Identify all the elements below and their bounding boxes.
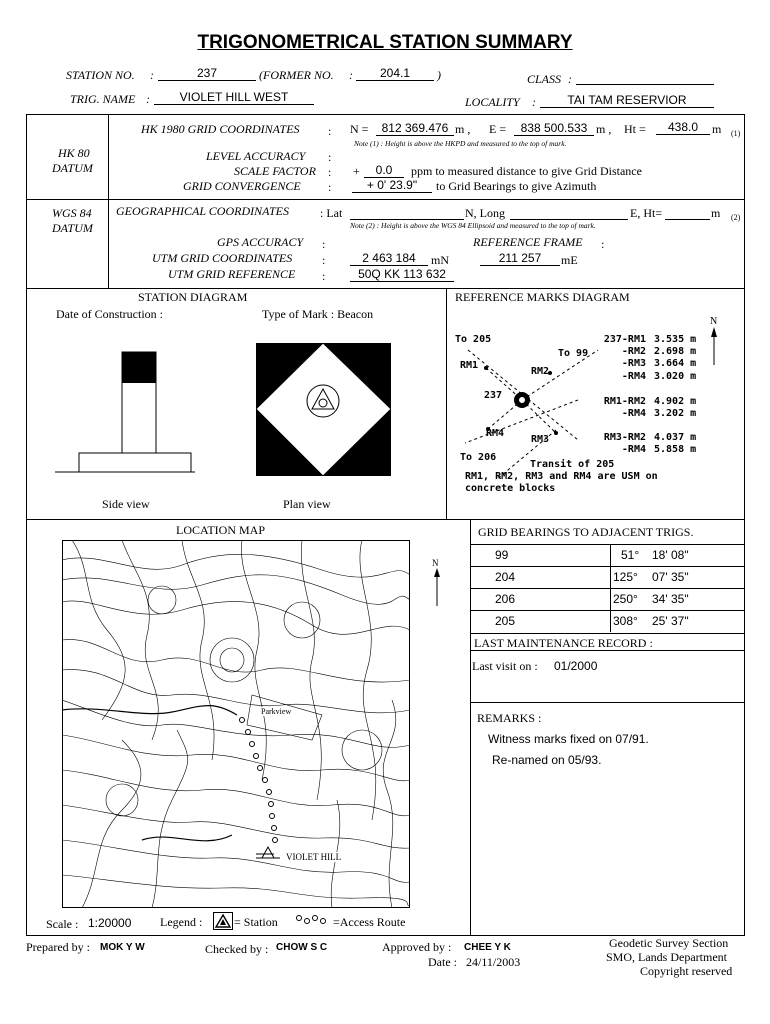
e-ht-label: E, Ht= xyxy=(630,206,663,220)
remarks-title: REMARKS : xyxy=(477,711,542,725)
scale-value: 0.0 xyxy=(364,163,404,178)
note-ref: (2) xyxy=(731,213,741,222)
north-label: N xyxy=(710,316,718,327)
ref-distance-label: -RM4 xyxy=(621,370,646,382)
table-row xyxy=(471,610,745,634)
bearing-minutes: 18' 08" xyxy=(652,548,689,562)
conv-text: to Grid Bearings to give Azimuth xyxy=(436,179,597,193)
checked-by: CHOW S C xyxy=(276,942,328,953)
class-value xyxy=(576,70,714,85)
ref-rm3: RM3 xyxy=(531,434,550,445)
e-value: 838 500.533 xyxy=(514,121,594,136)
ref-distance-label: RM3-RM2 xyxy=(603,432,646,443)
wgs84-datum: DATUM xyxy=(52,221,93,235)
map-label-violet-hill: VIOLET HILL xyxy=(286,852,342,862)
checked-label: Checked by : xyxy=(205,942,269,956)
colon: : xyxy=(601,237,605,251)
bearing-trig: 99 xyxy=(495,548,509,562)
utm-ref: 50Q KK 113 632 xyxy=(350,267,454,282)
ref-distance-labels-3 xyxy=(594,432,646,456)
divider xyxy=(470,702,745,703)
ref-distance-value: 3.535 m xyxy=(654,334,697,345)
locality: TAI TAM RESERVIOR xyxy=(540,93,714,108)
map-label-parkview: Parkview xyxy=(261,707,292,716)
colon: : xyxy=(322,237,326,251)
mark-type: Type of Mark : Beacon xyxy=(262,307,374,321)
divider xyxy=(26,288,745,289)
gps-accuracy-label: GPS ACCURACY xyxy=(217,235,304,249)
map-north-arrow xyxy=(430,568,444,608)
bearing-trig: 206 xyxy=(495,592,516,606)
divider xyxy=(470,650,745,651)
bearing-minutes: 07' 35" xyxy=(652,570,689,584)
ref-distance-value: 2.698 m xyxy=(654,346,697,358)
ref-distance-values-2 xyxy=(654,396,696,420)
bearing-degrees: 125° xyxy=(613,570,638,584)
page-title: TRIGONOMETRICAL STATION SUMMARY xyxy=(197,32,573,53)
ref-to205: To 205 xyxy=(455,334,492,345)
lat-label: : Lat xyxy=(320,206,343,220)
divider xyxy=(26,519,745,520)
approved-by: CHEE Y K xyxy=(464,942,511,953)
ref-distance-values xyxy=(654,334,696,383)
legend-station: = Station xyxy=(234,915,278,929)
colon: : xyxy=(568,72,572,86)
hk80-note: Note (1) : Height is above the HKPD and measured to the top of mark. xyxy=(354,139,567,148)
divider xyxy=(446,288,447,519)
org-line: SMO, Lands Department xyxy=(606,950,727,964)
maintenance-title: LAST MAINTENANCE RECORD : xyxy=(474,636,653,650)
side-view-drawing xyxy=(55,335,195,480)
colon: : xyxy=(322,269,326,283)
station-no-label: STATION NO. xyxy=(66,68,135,82)
n-long-label: N, Long xyxy=(465,206,505,220)
plan-view-label: Plan view xyxy=(283,497,331,511)
station-legend-icon xyxy=(213,912,233,930)
unit: m , xyxy=(455,122,471,136)
scale-value: 1:20000 xyxy=(88,916,132,930)
remark-line: Witness marks fixed on 07/91. xyxy=(488,732,649,746)
unit: mN xyxy=(431,253,449,267)
bearing-degrees: 308° xyxy=(613,614,638,628)
ref-marks-title: REFERENCE MARKS DIAGRAM xyxy=(455,290,630,304)
utm-coords-label: UTM GRID COORDINATES xyxy=(152,251,293,265)
org-line: Copyright reserved xyxy=(640,964,733,978)
utm-ref-label: UTM GRID REFERENCE xyxy=(168,267,296,281)
ht-label: Ht = xyxy=(624,122,646,136)
ref-frame-label: REFERENCE FRAME xyxy=(473,235,583,249)
bearing-degrees: 250° xyxy=(613,592,638,606)
station-no: 237 xyxy=(158,66,256,81)
ref-distance-value: 4.037 m xyxy=(654,432,697,443)
last-visit-label: Last visit on : xyxy=(472,659,538,673)
access-route-legend-icon xyxy=(295,913,331,927)
colon: : xyxy=(328,180,332,194)
colon: : xyxy=(150,68,154,82)
unit: m , xyxy=(596,122,612,136)
bearing-trig: 205 xyxy=(495,614,516,628)
ref-rm4: RM4 xyxy=(486,428,505,439)
ref-distance-values-3 xyxy=(654,432,696,456)
table-row xyxy=(471,566,745,588)
table-row xyxy=(471,588,745,610)
n-value: 812 369.476 xyxy=(376,121,454,136)
ref-distance-value: 3.020 m xyxy=(654,370,697,382)
ref-to206: To 206 xyxy=(460,452,497,463)
ref-distance-value: 5.858 m xyxy=(654,444,697,456)
unit: m xyxy=(711,206,721,220)
unit: mE xyxy=(561,253,578,267)
ref-distance-labels-2 xyxy=(594,396,646,420)
legend-route: =Access Route xyxy=(333,915,406,929)
trig-name: VIOLET HILL WEST xyxy=(154,90,314,105)
note-ref: (1) xyxy=(731,129,741,138)
long-value xyxy=(510,205,628,220)
scale-label: Scale : xyxy=(46,917,79,931)
colon: : xyxy=(322,253,326,267)
ref-distance-label: -RM4 xyxy=(621,408,646,420)
org-line: Geodetic Survey Section xyxy=(609,936,729,950)
plan-view-drawing xyxy=(256,343,391,476)
prepared-label: Prepared by : xyxy=(26,940,90,954)
station-diagram-title: STATION DIAGRAM xyxy=(138,290,248,304)
ref-distance-label: -RM4 xyxy=(621,444,646,456)
divider xyxy=(610,544,611,632)
prepared-by: MOK Y W xyxy=(100,942,145,953)
remark-line: Re-named on 05/93. xyxy=(492,753,602,767)
trig-name-label: TRIG. NAME xyxy=(70,92,136,106)
grid-convergence-label: GRID CONVERGENCE xyxy=(183,179,301,193)
date-value: 24/11/2003 xyxy=(466,955,521,969)
ht-value: 438.0 xyxy=(656,120,710,135)
scale-text: ppm to measured distance to give Grid Distance xyxy=(411,164,642,178)
ref-note-1: RM1, RM2, RM3 and RM4 are USM on xyxy=(465,471,658,482)
former-no-close: ) xyxy=(437,68,441,82)
e-label: E = xyxy=(489,122,507,136)
grid-bearings-title: GRID BEARINGS TO ADJACENT TRIGS. xyxy=(478,525,694,539)
ref-rm1: RM1 xyxy=(460,360,479,371)
wgs84-note: Note (2) : Height is above the WGS 84 Ellipsoid and measured to the top of mark. xyxy=(350,221,596,230)
approved-label: Approved by : xyxy=(382,940,452,954)
former-no: 204.1 xyxy=(356,66,434,81)
colon: : xyxy=(349,68,353,82)
utm-n: 2 463 184 xyxy=(350,251,428,266)
ref-rm2: RM2 xyxy=(531,366,550,377)
map-north-label: N xyxy=(432,558,439,568)
ref-distance-label: -RM2 xyxy=(621,346,646,358)
level-accuracy-label: LEVEL ACCURACY xyxy=(206,149,306,163)
ref-distance-labels xyxy=(594,334,646,383)
lat-value xyxy=(350,205,464,220)
hk80-datum: DATUM xyxy=(52,161,93,175)
ht-value-wgs xyxy=(665,205,710,220)
n-label: N = xyxy=(350,122,369,136)
utm-e: 211 257 xyxy=(480,251,560,266)
ref-distance-label: RM1-RM2 xyxy=(603,396,646,407)
bearing-degrees: 51° xyxy=(621,548,640,562)
former-no-label: (FORMER NO. xyxy=(259,68,334,82)
locality-label: LOCALITY xyxy=(465,95,520,109)
date-label: Date : xyxy=(428,955,457,969)
unit: m xyxy=(712,122,722,136)
table-row xyxy=(471,544,745,566)
ref-to99: To 99 xyxy=(558,348,589,359)
construction-date-label: Date of Construction : xyxy=(56,307,163,321)
ref-transit: Transit of 205 xyxy=(530,459,615,470)
legend-label: Legend : xyxy=(160,915,203,929)
colon: : xyxy=(146,92,150,106)
class-label: CLASS xyxy=(527,72,562,86)
sign: + xyxy=(353,164,360,178)
hk80-datum: HK 80 xyxy=(58,146,90,160)
colon: : xyxy=(328,165,332,179)
bearing-trig: 204 xyxy=(495,570,516,584)
ref-station: 237 xyxy=(484,390,503,401)
wgs84-datum: WGS 84 xyxy=(52,206,92,220)
location-map xyxy=(62,540,410,908)
ref-distance-label: -RM3 xyxy=(621,358,646,370)
bearing-minutes: 25' 37" xyxy=(652,614,689,628)
ref-distance-label: 237-RM1 xyxy=(603,334,646,345)
ref-distance-value: 4.902 m xyxy=(654,396,697,407)
geo-label: GEOGRAPHICAL COORDINATES xyxy=(116,204,289,218)
ref-note-2: concrete blocks xyxy=(465,483,556,494)
colon: : xyxy=(328,124,332,138)
conv-value: + 0' 23.9" xyxy=(352,178,432,193)
last-visit-value: 01/2000 xyxy=(554,659,598,673)
hk80-grid-label: HK 1980 GRID COORDINATES xyxy=(141,122,300,136)
bearing-minutes: 34' 35" xyxy=(652,592,689,606)
ref-distance-value: 3.664 m xyxy=(654,358,697,370)
divider xyxy=(26,199,745,200)
colon: : xyxy=(328,150,332,164)
side-view-label: Side view xyxy=(102,497,150,511)
ref-distance-value: 3.202 m xyxy=(654,408,697,420)
divider xyxy=(108,114,109,288)
colon: : xyxy=(532,95,536,109)
location-map-title: LOCATION MAP xyxy=(176,523,266,537)
scale-factor-label: SCALE FACTOR xyxy=(234,164,316,178)
